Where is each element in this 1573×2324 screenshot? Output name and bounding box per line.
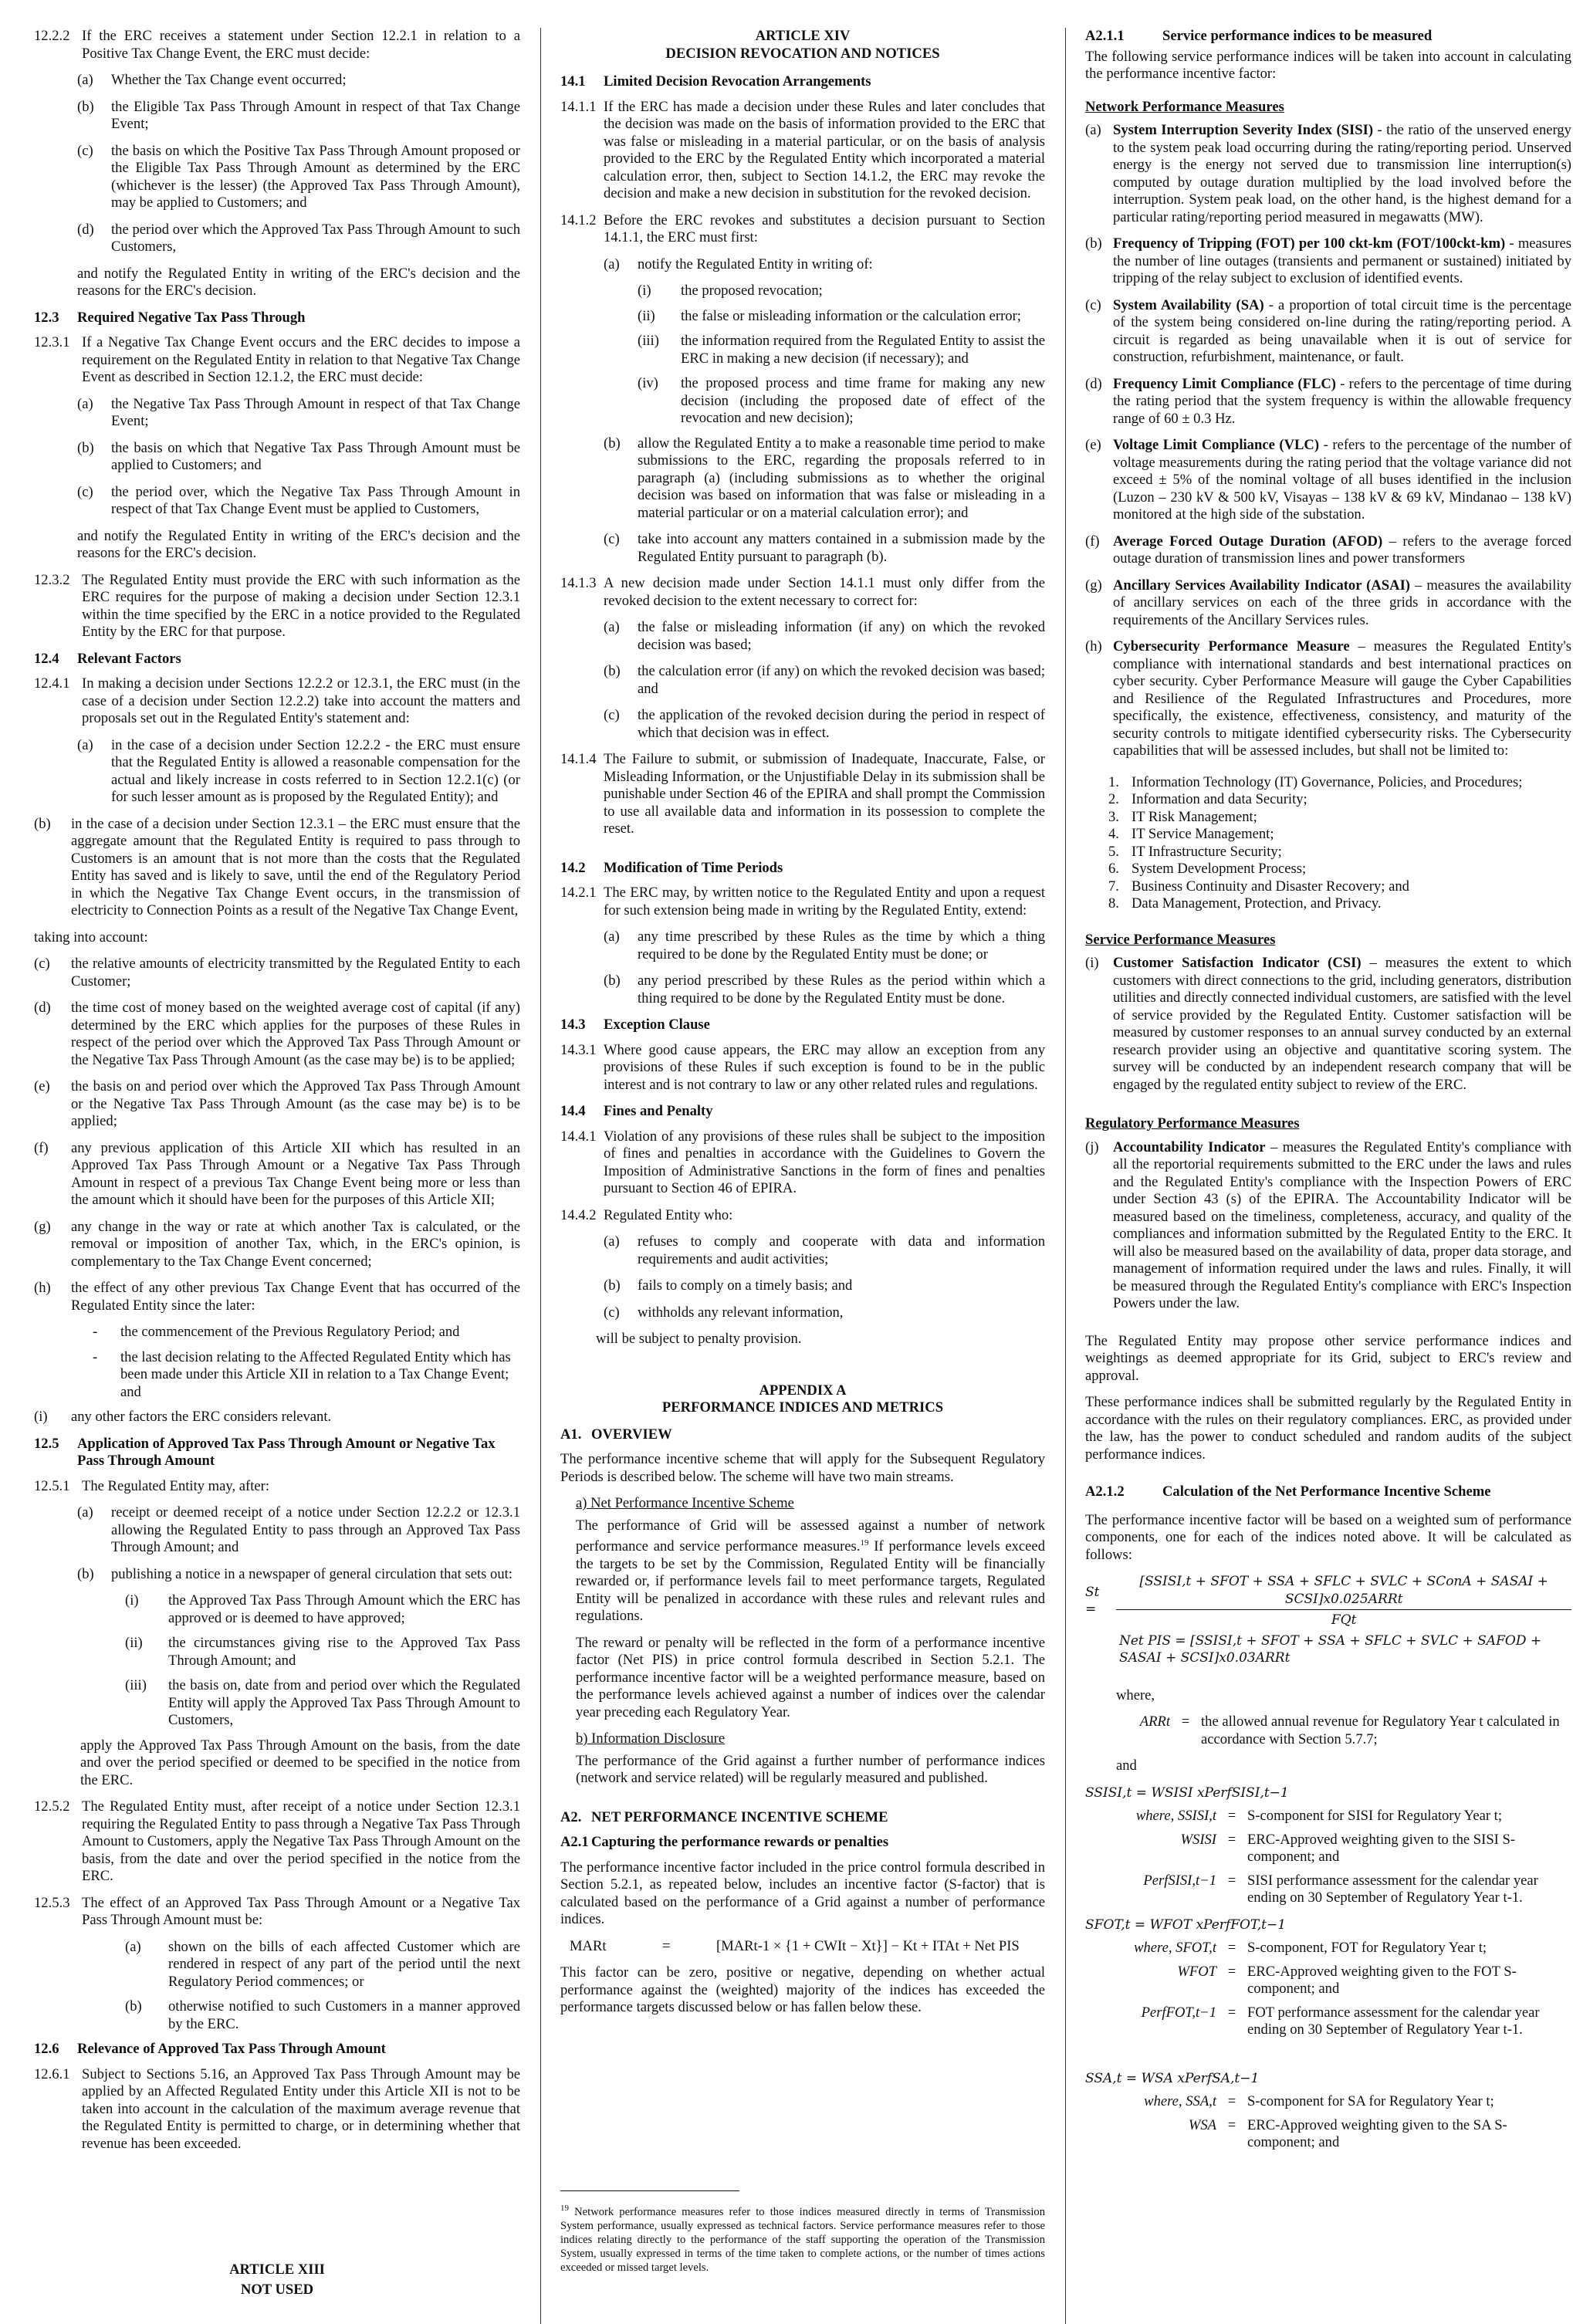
subheading: b) Information Disclosure <box>576 1730 726 1747</box>
footnote: $^{19}$ Network performance measures refer to those indices measured directly in terms of Transmission System performance, usually expressed as technical factors. Service performance measures refer to those indices relating directly to the performance of the staff supporting the operation of the Transmission System, usually expressed in terms of the time taken to complete actions, or the number of times actions exceeded or missed target levels. <box>560 2204 1045 2274</box>
paragraph: The performance incentive factor included in the price control formula described in Section 5.2.1, as repeated below, includes an incentive factor (S-factor) that is calculated based on the performance of a Grid against a number of performance indices. <box>560 1859 1045 1928</box>
section-12-5-2: 12.5.2 The Regulated Entity must, after receipt of a notice under Section 12.3.1 requiring the Regulated Entity to pass through a Negative Tax Pass Through Amount to Customers, apply the Negative Tax Pass Through Amount on the basis, from the date and over the period specified in the notice from the ERC. <box>34 1798 520 1884</box>
item: (a) the false or misleading information (if any) on which the revoked decision was based; <box>604 619 1045 653</box>
spm-item: (i) Customer Satisfaction Indicator (CSI) – measures the extent to which customers with direct connections to the grid, including generators, distribution utilities and directly connected individual customers, are satisfied with the level of service provided by the Regulated Entity. Customer satisfaction will be measured by customer responses to an annual survey conducted by an external research provider using an objective and quantitative scoring system. The survey will be conducted by an independent research company that will be engaged by the regulated entity subject to review of the ERC. <box>1085 955 1572 1093</box>
section-14-4-2: 14.4.2 Regulated Entity who: <box>560 1206 733 1223</box>
roman-item: (ii) the circumstances giving rise to the Approved Tax Pass Through Amount; and <box>125 1635 520 1669</box>
net-pis-formula: Net PIS = [SSISI,t + SFOT + SSA + SFLC + SVLC + SAFOD + SASAI + SCSI]x0.03ARRt <box>1119 1632 1542 1666</box>
list-item: 4. IT Service Management; <box>1108 826 1274 842</box>
item: (a) notify the Regulated Entity in writing of: <box>604 255 873 272</box>
dash-item: - the last decision relating to the Affected Regulated Entity which has been made under this Article XII in relation to a Tax Change Event; and <box>93 1348 511 1400</box>
list-item: 2. Information and data Security; <box>1108 791 1307 807</box>
and-label: and <box>1116 1757 1137 1774</box>
column-2 <box>560 28 1045 2026</box>
list-item: 1. Information Technology (IT) Governance, Policies, and Procedures; <box>1108 773 1523 790</box>
article-xiv-subtitle: DECISION REVOCATION AND NOTICES <box>665 45 940 62</box>
item: (g) any change in the way or rate at which another Tax is calculated, or the removal or imposition of another Tax, which, in the ERC's opinion, is complementary to the Tax Change Event concerned; <box>34 1218 520 1270</box>
item: (b) fails to comply on a timely basis; and <box>604 1277 853 1294</box>
definition: WSA = ERC-Approved weighting given to the SA S-component; and <box>1188 2116 1507 2150</box>
item: (d) the time cost of money based on the weighted average cost of capital (if any) determined by the ERC which applies for the purposes of these Rules in respect of the period over which the Approved Tax Pass Through Amount or the Negative Tax Pass Through Amount (as the case may be) is to be applied; <box>34 1000 520 1068</box>
list-item: 7. Business Continuity and Disaster Recovery; and <box>1108 878 1409 895</box>
section-12-3-2: 12.3.2 The Regulated Entity must provide the ERC with such information as the ERC requires for the purpose of making a decision under Section 12.3.1 within the time specified by the ERC in a notice provided to the Regulated Entity by the ERC for that purpose. <box>34 571 520 640</box>
item: (b) allow the Regulated Entity a to make a reasonable time period to make submissions to the ERC, regarding the proposals referred to in paragraph (a) (including submissions as to whether the original decision was based on information that was false or misleading in a material particular or on a material calculation error); and <box>604 435 1045 521</box>
item: (c) the application of the revoked decision during the period in respect of which that decision was in effect. <box>604 707 1045 741</box>
section-12-4-1: 12.4.1 In making a decision under Sections 12.2.2 or 12.3.1, the ERC must (in the case of a decision under Section 12.2.2) take into account the matters and proposals set out in the Regulated Entity's statement and: <box>34 675 520 726</box>
dash-item: - the commencement of the Previous Regulatory Period; and <box>93 1324 460 1340</box>
cybersecurity-list <box>1108 774 1571 913</box>
mar-formula: MARt = [MARt-1 × {1 + CWIt − Xt}] − Kt + ITAt + Net PIS <box>570 1937 1020 1954</box>
item: (b) the calculation error (if any) on which the revoked decision was based; and <box>604 663 1045 697</box>
npm-item: (f) Average Forced Outage Duration (AFOD) – refers to the average forced outage duration of transmission lines and power transformers <box>1085 533 1571 567</box>
item: (a) Whether the Tax Change event occurred; <box>77 72 347 88</box>
heading-14-4: 14.4 Fines and Penalty <box>560 1103 713 1119</box>
roman-item: (iii) the basis on, date from and period over which the Regulated Entity will apply the Approved Tax Pass Through Amount to Customers, <box>125 1677 520 1728</box>
section-14-1-4: 14.1.4 The Failure to submit, or submission of Inadequate, Inaccurate, False, or Misleading Information, or the Unjustifiable Delay in its submission shall be punishable under Section 46 of the EPIRA and shall prompt the Commission to use all available data and information in its possession to complete the reset. <box>560 751 1045 837</box>
paragraph: apply the Approved Tax Pass Through Amount on the basis, from the date and over the period specified or deemed to be specified in the notice from the ERC. <box>80 1737 520 1788</box>
list-item: 3. IT Risk Management; <box>1108 808 1257 825</box>
list-item: 6. System Development Process; <box>1108 861 1307 877</box>
definition: ARRt = the allowed annual revenue for Regulatory Year t calculated in accordance with Section 5.7.7; <box>1139 1713 1560 1747</box>
paragraph: These performance indices shall be submitted regularly by the Regulated Entity in accordance with the rules on their regulatory compliances. ERC, as provided under the law, has the power to conduct scheduled and random audits of the subject performance indices. <box>1085 1394 1571 1463</box>
item: (e) the basis on and period over which the Approved Tax Pass Through Amount or the Negative Tax Pass Through Amount (as the case may be) is to be applied; <box>34 1078 520 1129</box>
item: (c) take into account any matters contained in a submission made by the Regulated Entity pursuant to paragraph (b). <box>604 531 1045 565</box>
item: (c) withholds any relevant information, <box>604 1304 844 1321</box>
rpm-item: (j) Accountability Indicator – measures the Regulated Entity's compliance with all the reportorial requirements submitted to the ERC under the laws and rules and the Regulated Entity's compliance with the Inspection Powers of ERC under Section 43 (s) of the EPIRA. The Accountability Indicator will be measured based on the timeliness, completeness, accuracy, and quality of the compliances and information submitted by the Regulated Entity to the ERC. It will also be measured based on the availability of data, proper data storage, and management of information required under the laws and rules. Finally, it will be measured through the Regulated Entity's compliance with ERC's Inspection Powers under the law. <box>1085 1138 1571 1311</box>
heading-a1: A1. OVERVIEW <box>560 1426 672 1443</box>
heading-14-2: 14.2 Modification of Time Periods <box>560 859 783 876</box>
section-14-1-2: 14.1.2 Before the ERC revokes and substitutes a decision pursuant to Section 14.1.1, the ERC must first: <box>560 211 1045 245</box>
list-item: 8. Data Management, Protection, and Privacy. <box>1108 895 1382 912</box>
paragraph: The following service performance indices will be taken into account in calculating the performance incentive factor: <box>1085 48 1571 82</box>
item: (i) any other factors the ERC considers relevant. <box>34 1409 332 1425</box>
definition: where, SSISI,t = S-component for SISI for Regulatory Year t; <box>1135 1808 1502 1824</box>
article-xiii-title: ARTICLE XIII <box>229 2261 325 2278</box>
section-14-1-3: 14.1.3 A new decision made under Section 14.1.1 must only differ from the revoked decision to the extent necessary to correct for: <box>560 575 1045 609</box>
column-1 <box>34 28 520 2162</box>
definition: WFOT = ERC-Approved weighting given to the FOT S-component; and <box>1177 1963 1517 1997</box>
item: (a) in the case of a decision under Section 12.2.2 - the ERC must ensure that the Regulated Entity is allowed a reasonable compensation for the actual and likely increase in costs referred to in Section 12.2.1(c) (or for such lesser amount as is proposed by the Regulated Entity); and <box>77 736 520 805</box>
section-12-5-1: 12.5.1 The Regulated Entity may, after: <box>34 1477 270 1494</box>
npm-item: (h) Cybersecurity Performance Measure – measures the Regulated Entity's compliance with international standards and best international practices on cyber security. Cyber Performance Measure will gauge the Cyber Capabilities and Resilience of the Regulated Infrastructures and Procedures, more specifically, the existence, effectiveness, consistency, and maturity of the security controls to mitigate identified cybersecurity risks. The Cybersecurity capabilities that will be assessed includes, but shall not be limited to: <box>1085 638 1571 759</box>
npm-item: (c) System Availability (SA) - a proportion of total circuit time is the percentage of the system being considered on-line during the rating/reporting period. A circuit is regarded as being unavailable when it is out of service for construction, refurbishment, maintenance, or fault. <box>1085 296 1571 365</box>
section-12-3-1: 12.3.1 If a Negative Tax Change Event occurs and the ERC decides to impose a requirement on the Regulated Entity in relation to that Negative Tax Change Event as described in Section 12.1.2, the ERC must decide: <box>34 334 520 385</box>
column-divider-2 <box>1065 28 1066 2324</box>
definition: WSISI = ERC-Approved weighting given to the SISI S-component; and <box>1180 1831 1516 1865</box>
roman-item: (iii) the information required from the Regulated Entity to assist the ERC in making a new decision (if necessary); and <box>638 333 1045 367</box>
definition: where, SSA,t = S-component for SA for Regulatory Year t; <box>1144 2093 1494 2109</box>
item: (b) the Eligible Tax Pass Through Amount in respect of that Tax Change Event; <box>77 98 520 132</box>
paragraph: The Regulated Entity may propose other service performance indices and weightings as deemed appropriate for its Grid, subject to ERC's review and approval. <box>1085 1332 1571 1384</box>
item: (a) the Negative Tax Pass Through Amount in respect of that Tax Change Event; <box>77 395 520 429</box>
npm-item: (g) Ancillary Services Availability Indicator (ASAI) – measures the availability of ancillary services on each of the three grids in accordance with the requirements of the Ancillary Services rules. <box>1085 577 1571 628</box>
item: (c) the basis on which the Positive Tax Pass Through Amount proposed or the Eligible Tax Pass Through Amount as determined by the ERC (whichever is the lesser) (the Approved Tax Pass Through Amount), may be applied to Customers; and <box>77 142 520 211</box>
npm-item: (a) System Interruption Severity Index (SISI) - the ratio of the unserved energy to the system peak load occurring during the rating/reporting period. Unserved energy is the energy not served due to transmission line interruption(s) computed by outage duration multiplied by the load involved before the interruption. System peak load, on the other hand, is the highest demand for a particular rating/reporting period measured in megawatts (MW). <box>1085 122 1571 225</box>
section-14-3-1: 14.3.1 Where good cause appears, the ERC may allow an exception from any provisions of these Rules if such exception is found to be in the public interest and is not contrary to law or any other related rules and regulations. <box>560 1041 1045 1093</box>
definition: where, SFOT,t = S-component, FOT for Regulatory Year t; <box>1134 1940 1487 1956</box>
item: (a) any time prescribed by these Rules as the time by which a thing required to be done by the Regulated Entity must be done; or <box>604 929 1045 962</box>
roman-item: (i) the Approved Tax Pass Through Amount which the ERC has approved or is deemed to have approved; <box>125 1592 520 1626</box>
st-formula: St = [SSISI,t + SFOT + SSA + SFLC + SVLC + SConA + SASAI + SCSI]x0.025ARRt FQt <box>1085 1573 1571 1629</box>
heading-a2-1-2: A2.1.2 Calculation of the Net Performance Incentive Scheme <box>1085 1483 1491 1500</box>
heading-12-3: 12.3 Required Negative Tax Pass Through <box>34 309 306 326</box>
item: (d) the period over which the Approved Tax Pass Through Amount to such Customers, <box>77 221 520 255</box>
paragraph: taking into account: <box>34 929 148 945</box>
npm-item: (b) Frequency of Tripping (FOT) per 100 ckt-km (FOT/100ckt-km) - measures the number of line outages (transients and permanent or sustained) initiated by tripping of the relay subject to exclusion of identified events. <box>1085 235 1571 286</box>
section-12-2-2: 12.2.2 If the ERC receives a statement under Section 12.2.1 in relation to a Positive Tax Change Event, the ERC must decide: <box>34 28 520 62</box>
regulatory-performance-heading: Regulatory Performance Measures <box>1085 1115 1300 1132</box>
footnote-rule <box>560 2190 739 2191</box>
appendix-a-subtitle: PERFORMANCE INDICES AND METRICS <box>661 1399 944 1416</box>
item: (a) shown on the bills of each affected Customer which are rendered in respect of any part of the period until the next Regulatory Period commences; or <box>125 1938 520 1990</box>
item: (h) the effect of any other previous Tax Change Event that has occurred of the Regulated Entity since the later: <box>34 1280 520 1314</box>
article-xiii-subtitle: NOT USED <box>240 2282 314 2298</box>
roman-item: (ii) the false or misleading information or the calculation error; <box>638 307 1021 324</box>
item: (b) publishing a notice in a newspaper of general circulation that sets out: <box>77 1565 512 1582</box>
heading-14-3: 14.3 Exception Clause <box>560 1017 710 1033</box>
heading-12-5: 12.5 Application of Approved Tax Pass Through Amount or Negative Tax Pass Through Amount <box>34 1435 496 1469</box>
item: (b) otherwise notified to such Customers in a manner approved by the ERC. <box>125 1998 520 2032</box>
fot-formula: SFOT,t = WFOT xPerfFOT,t−1 <box>1085 1916 1287 1933</box>
paragraph: The performance incentive scheme that will apply for the Subsequent Regulatory Periods is described below. The scheme will have two main streams. <box>560 1451 1045 1485</box>
network-performance-heading: Network Performance Measures <box>1085 98 1284 115</box>
item: (c) the period over, which the Negative Tax Pass Through Amount in respect of that Tax Change Event must be applied to Customers, <box>77 483 520 517</box>
item: (f) any previous application of this Article XII which has resulted in an Approved Tax Pass Through Amount or a Negative Tax Pass Through Amount in respect of a previous Tax Change Event being more or less than the amount which it should have been for the purposes of this Article XII; <box>34 1139 520 1208</box>
item: (a) refuses to comply and cooperate with data and information requirements and audit activities; <box>604 1233 1045 1267</box>
service-performance-heading: Service Performance Measures <box>1085 931 1276 948</box>
heading-a2: A2. NET PERFORMANCE INCENTIVE SCHEME <box>560 1808 888 1825</box>
definition: PerfSISI,t−1 = SISI performance assessment for the calendar year ending on 30 September of Regulatory Year t-1. <box>1143 1872 1538 1906</box>
appendix-a-title: APPENDIX A <box>759 1382 847 1399</box>
item: (b) in the case of a decision under Section 12.3.1 – the ERC must ensure that the aggregate amount that the Regulated Entity is required to pass through to Customers is an amount that is not more than the costs that the Regulated Entity has saved and is likely to save, until the end of the Regulatory Period in which the Negative Tax Change Event occurs, in the transmission of electricity to Connection Points as a result of the Negative Tax Change Event, <box>34 815 520 918</box>
paragraph: The performance of Grid will be assessed against a number of network performance and service performance measures.$^{19}$ If performance levels exceed the targets to be set by the Commission, Regulated Entity will be financially rewarded or, if performance levels fail to meet performance targets, Regulated Entity will be penalized in accordance with these rules and relevant rules and regulations. <box>576 1517 1045 1625</box>
sa-formula: SSA,t = WSA xPerfSA,t−1 <box>1085 2070 1260 2086</box>
heading-a2-1: A2.1 Capturing the performance rewards or penalties <box>560 1834 889 1851</box>
heading-12-6: 12.6 Relevance of Approved Tax Pass Through Amount <box>34 2041 386 2057</box>
npm-item: (e) Voltage Limit Compliance (VLC) - refers to the percentage of the number of voltage measurements during the rating period that the voltage variance did not exceed ± 5% of the nominal voltage of all buses identified in the inclusion (Luzon – 230 kV & 500 kV, Visayas – 138 kV & 69 kV, Mindanao – 138 kV) monitored at the high side of the substation. <box>1085 437 1571 523</box>
section-12-5-3: 12.5.3 The effect of an Approved Tax Pass Through Amount or a Negative Tax Pass Through Amount must be: <box>34 1894 520 1928</box>
section-14-1-1: 14.1.1 If the ERC has made a decision under these Rules and later concludes that the decision was made on the basis of information provided to the ERC that was false or misleading in a material particular, or on the basis of analysis provided to the ERC by the Regulated Entity which incorporated a material calculation error, then, subject to Section 14.1.2, the ERC may revoke the decision and make a new decision in substitution for the revoked decision. <box>560 98 1045 201</box>
column-3 <box>1085 28 1571 2158</box>
heading-12-4: 12.4 Relevant Factors <box>34 650 181 667</box>
subheading: a) Net Performance Incentive Scheme <box>576 1495 794 1511</box>
paragraph: The performance incentive factor will be based on a weighted sum of performance components, one for each of the indices noted above. It will be calculated as follows: <box>1085 1511 1571 1563</box>
heading-a2-1-1: A2.1.1 Service performance indices to be measured <box>1085 28 1433 44</box>
column-divider-1 <box>540 28 541 2324</box>
definition: PerfFOT,t−1 = FOT performance assessment for the calendar year ending on 30 September of Regulatory Year t-1. <box>1141 2004 1540 2038</box>
where-label: where, <box>1116 1686 1155 1703</box>
paragraph: The reward or penalty will be reflected in the form of a performance incentive factor (Net PIS) in price control formula described in Section 5.2.1. The performance incentive factor will be a weighted performance measure, based on the performance levels achieved against a number of indices over the calendar year preceding each Regulatory Year. <box>576 1634 1045 1720</box>
sisi-formula: SSISI,t = WSISI xPerfSISI,t−1 <box>1085 1784 1289 1801</box>
paragraph: This factor can be zero, positive or negative, depending on whether actual performance against the (weighted) majority of the indices has exceeded the performance targets discussed below or has fallen below these. <box>560 1964 1045 2016</box>
roman-item: (i) the proposed revocation; <box>638 282 823 299</box>
heading-14-1: 14.1 Limited Decision Revocation Arrangements <box>560 73 871 90</box>
item: (c) the relative amounts of electricity transmitted by the Regulated Entity to each Customer; <box>34 956 520 989</box>
item: (b) the basis on which that Negative Tax Pass Through Amount must be applied to Customers; and <box>77 439 520 473</box>
npm-item: (d) Frequency Limit Compliance (FLC) - refers to the percentage of time during the rating period that the system frequency is within the allowable frequency range of 60 ± 0.3 Hz. <box>1085 375 1571 427</box>
paragraph: will be subject to penalty provision. <box>596 1331 802 1347</box>
item: (a) receipt or deemed receipt of a notice under Section 12.2.2 or 12.3.1 allowing the Regulated Entity to pass through an Approved Tax Pass Through Amount; and <box>77 1504 520 1555</box>
roman-item: (iv) the proposed process and time frame for making any new decision (including the proposed date of effect of the revocation and new decision); <box>638 375 1045 426</box>
section-12-6-1: 12.6.1 Subject to Sections 5.16, an Approved Tax Pass Through Amount may be applied by an Affected Regulated Entity under this Article XII is not to be taken into account in the calculation of the maximum average revenue that the Regulated Entity is permitted to charge, or in determining whether that revenue has been exceeded. <box>34 2065 520 2152</box>
paragraph: The performance of the Grid against a further number of performance indices (network and service related) will be regularly measured and published. <box>576 1752 1045 1787</box>
section-14-2-1: 14.2.1 The ERC may, by written notice to the Regulated Entity and upon a request for such extension being made in writing by the Regulated Entity, extend: <box>560 885 1045 918</box>
list-item: 5. IT Infrastructure Security; <box>1108 843 1282 860</box>
paragraph: and notify the Regulated Entity in writing of the ERC's decision and the reasons for the ERC's decision. <box>77 527 520 561</box>
item: (b) any period prescribed by these Rules as the period within which a thing required to be done by the Regulated Entity must be done. <box>604 973 1045 1006</box>
article-xiv-title: ARTICLE XIV <box>755 28 851 44</box>
section-14-4-1: 14.4.1 Violation of any provisions of these rules shall be subject to the imposition of fines and penalties in accordance with the Guidelines to Govern the Imposition of Administrative Sanctions in the form of fines and penalties pursuant to Section 46 of EPIRA. <box>560 1128 1045 1196</box>
paragraph: and notify the Regulated Entity in writing of the ERC's decision and the reasons for the ERC's decision. <box>77 265 520 299</box>
